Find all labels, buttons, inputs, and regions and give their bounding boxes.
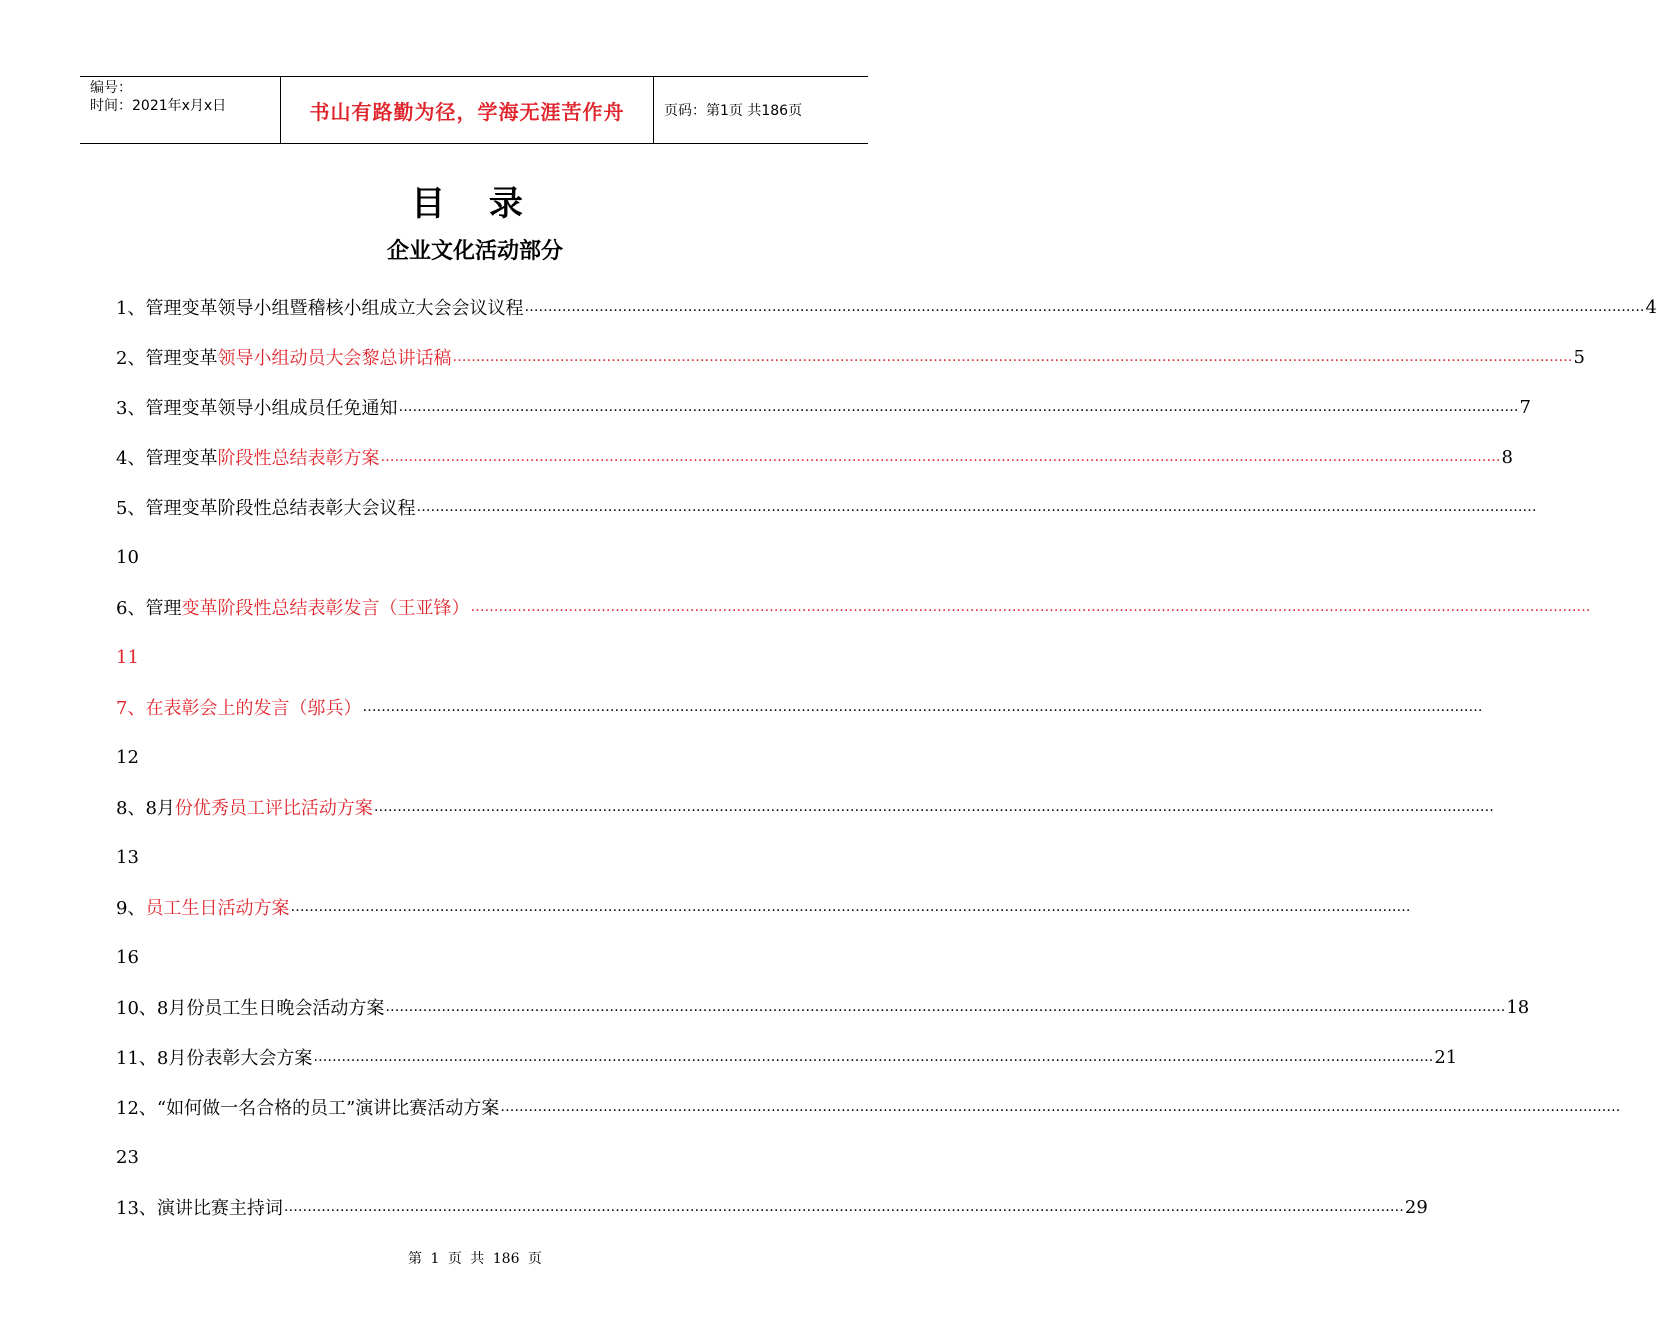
toc-entry[interactable] [116,732,832,782]
toc-page-number: 21 [1434,1046,1458,1068]
page-footer: 第 1 页 共 186 页 [408,1251,542,1267]
header-meta [80,77,280,143]
time-label: 时间：2021年x月x日 [90,98,227,114]
toc-leader-dots: …………………………………………………………………………………………………………………………………………………………………………………………………………………… [416,499,1537,515]
toc-entry-text: 13、演讲比赛主持词 [116,1198,283,1219]
toc-entry[interactable] [116,682,1483,732]
toc-entry[interactable] [116,282,1657,332]
toc-leader-dots: …………………………………………………………………………………………………………………………………………………………………………………………………………………… [362,699,1483,715]
toc-page-number: 18 [1506,996,1530,1018]
toc-entry-text: 5、管理变革阶段性总结表彰大会议程 [116,498,416,519]
number-label: 编号： [90,80,132,96]
toc-entry-highlight: 变革阶段性总结表彰发言（王亚锋） [181,598,470,619]
toc-leader-dots: …………………………………………………………………………………………………………………………………………………………………………………………………………………… [500,1099,1621,1115]
toc-entry[interactable] [116,482,1537,532]
toc-entry[interactable] [116,332,1585,382]
document-subtitle: 企业文化活动部分 [386,239,563,264]
toc-entry-text: 16 [116,946,139,968]
toc-entry-text: 23 [116,1146,139,1168]
toc-entry-text: 12 [116,746,139,768]
toc-leader-dots: …………………………………………………………………………………………………………………………………………………………………………………………………………………… [452,349,1573,365]
toc-entry-text: 6、管理 [116,598,182,619]
toc-leader-dots: …………………………………………………………………………………………………………………………………………………………………………………………………………………… [283,1199,1404,1215]
toc-entry-text: 11、8月份表彰大会方案 [116,1048,313,1069]
toc-leader-dots: …………………………………………………………………………………………………………………………………………………………………………………………………………………… [373,799,1494,815]
toc-entry[interactable] [116,1182,1428,1232]
header-motto: 书山有路勤为径，学海无涯苦作舟 [280,77,654,143]
toc-entry-text: 8、8月 [116,798,175,819]
toc-leader-dots: …………………………………………………………………………………………………………………………………………………………………………………………………………………… [470,599,1591,615]
toc-entry-highlight: 7、在表彰会上的发言（邬兵） [116,698,362,719]
toc-entry-text: 10、8月份员工生日晚会活动方案 [116,998,385,1019]
toc-entry[interactable] [116,882,1411,932]
toc-page-number: 8 [1501,446,1513,468]
toc-entry-text: 4、管理变革 [116,448,218,469]
toc-entry[interactable] [116,582,1591,632]
table-of-contents [116,282,1657,1232]
document-title: 目 录 [411,184,539,224]
toc-entry-text: 3、管理变革领导小组成员任免通知 [116,398,398,419]
toc-page-number: 29 [1404,1196,1428,1218]
toc-entry-text: 12、“如何做一名合格的员工”演讲比赛活动方案 [116,1098,500,1119]
toc-leader-dots: …………………………………………………………………………………………………………………………………………………………………………………………………………………… [380,449,1501,465]
toc-entry-text: 1、管理变革领导小组暨稽核小组成立大会会议议程 [116,298,524,319]
toc-entry-text: 10 [116,546,139,568]
toc-page-number: 5 [1573,346,1585,368]
toc-entry-text: 9、 [116,898,146,919]
toc-entry[interactable] [116,632,832,682]
toc-entry[interactable] [116,432,1513,482]
toc-entry-highlight: 员工生日活动方案 [145,898,290,919]
toc-entry[interactable] [116,932,832,982]
toc-entry[interactable] [116,382,1531,432]
toc-leader-dots: …………………………………………………………………………………………………………………………………………………………………………………………………………………… [290,899,1411,915]
toc-page-number: 7 [1519,396,1531,418]
toc-leader-dots: …………………………………………………………………………………………………………………………………………………………………………………………………………………… [524,299,1645,315]
toc-entry[interactable] [116,532,832,582]
toc-leader-dots: …………………………………………………………………………………………………………………………………………………………………………………………………………………… [385,999,1506,1015]
toc-entry[interactable] [116,832,832,882]
toc-entry[interactable] [116,1132,832,1182]
toc-entry[interactable] [116,1082,1621,1132]
toc-entry[interactable] [116,1032,1458,1082]
toc-entry-highlight: 阶段性总结表彰方案 [217,448,380,469]
toc-entry[interactable] [116,982,1530,1032]
page-header [80,76,868,144]
toc-entry-highlight: 11 [116,646,139,668]
toc-entry[interactable] [116,782,1494,832]
toc-entry-text: 2、管理变革 [116,348,218,369]
toc-page-number: 4 [1645,296,1657,318]
toc-entry-text: 13 [116,846,139,868]
toc-entry-highlight: 领导小组动员大会黎总讲话稿 [217,348,452,369]
toc-entry-highlight: 份优秀员工评比活动方案 [174,798,373,819]
toc-leader-dots: …………………………………………………………………………………………………………………………………………………………………………………………………………………… [313,1049,1434,1065]
toc-leader-dots: …………………………………………………………………………………………………………………………………………………………………………………………………………………… [398,399,1519,415]
header-page-info: 页码：第1页 共186页 [664,103,803,119]
